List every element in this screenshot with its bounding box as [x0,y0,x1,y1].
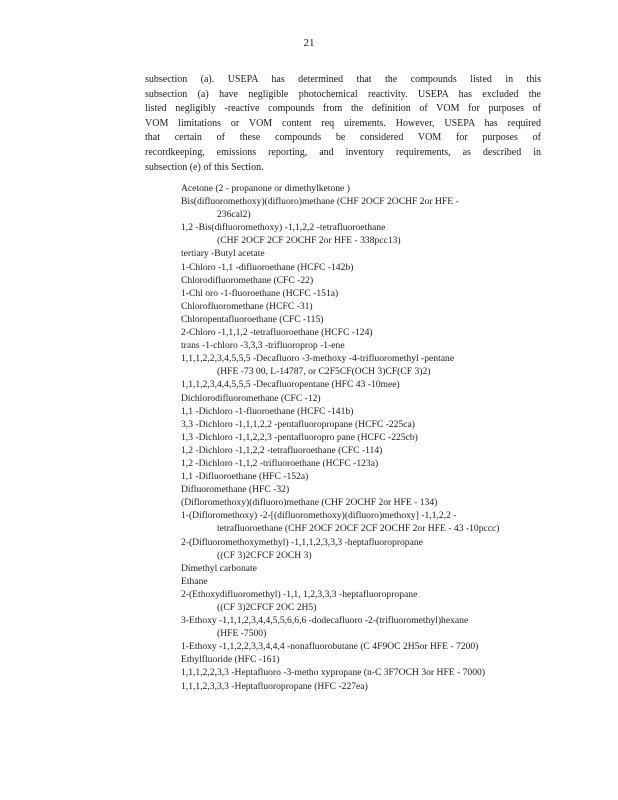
intro-line: VOM limitations or VOM content req uirements. However, USEPA has required [145,117,541,129]
compound-entry [181,352,541,378]
intro-line: that certain of these compounds be considered VOM for purposes of [145,132,541,144]
compound-entry [181,195,541,221]
compound-name: 1,1,1,2,3,3,3 -Heptafluoropropane (HFC -227ea) [181,680,368,692]
compound-entry [181,575,541,588]
compound-name: 1,1,1,2,2,3,4,5,5,5 -Decafluoro -3-methoxy -4-trifluoromethyl -pentane [181,353,455,365]
compound-name: 1-Chloro -1,1 -difluoroethane (HCFC -142b) [181,261,354,273]
compound-name: 1,1 -Dichloro -1-fluoroethane (HCFC -141b) [181,405,354,417]
compound-name: 1,2 -Bis(difluoromethoxy) -1,1,2,2 -tetrafluoroethane [181,222,386,234]
intro-line: subsection (a) have negligible photochemical reactivity. USEPA has excluded the [145,88,541,100]
compound-entry [181,378,541,391]
compound-entry [181,313,541,326]
compound-entry [181,182,541,195]
compound-entry [181,614,541,640]
compound-name: 2-Chloro -1,1,1,2 -tetrafluoroethane (HCFC -124) [181,327,373,339]
intro-line: subsection (a). USEPA has determined that the compounds listed in this [145,74,541,85]
compound-name: 1,1 -Difluoroethane (HFC -152a) [181,471,309,483]
compound-name: trans -1-chloro -3,3,3 -trifluoroprop -1-ene [181,340,345,352]
compound-name: 3-Ethoxy -1,1,1,2,3,4,4,5,5,6,6,6 -dodecafluoro -2-(trifluoromethyl)hexane [181,615,469,627]
compound-name: 3,3 -Dichloro -1,1,1,2,2 -pentafluoropropane (HCFC -225ca) [181,418,415,430]
compound-entry [181,653,541,666]
compound-name: 1-Chl oro -1-fluoroethane (HCFC -151a) [181,287,339,299]
compound-entry [181,457,541,470]
compound-entry [181,405,541,418]
compound-entry [181,261,541,274]
intro-line: subsection (e) of this Section. [145,161,264,173]
compound-entry [181,509,541,535]
compound-entry [181,483,541,496]
compound-continuation: tetrafluoroethane (CHF 2OCF 2OCF 2CF 2OCHF 2or HFE - 43 -10pccc) [217,523,500,535]
page-number: 21 [303,37,315,49]
compound-name: (Difloromethoxy)(difluoro)methane (CHF 2OCHF 2or HFE - 134) [181,497,438,509]
compound-name: 1,1,1,2,2,3,3 -Heptafluoro -3-metho xypropane (n-C 3F7OCH 3or HFE - 7000) [181,667,486,679]
compound-name: tertiary -Butyl acetate [181,248,265,260]
compound-name: Dichlorodifluoromethane (CFC -12) [181,392,321,404]
compound-continuation: ((CF 3)2CFCF 2OCH 3) [217,549,312,561]
compound-name: Difluoromethane (HFC -32) [181,484,290,496]
compound-entry [181,470,541,483]
compound-entry [181,588,541,614]
compound-name: Chlorofluoromethane (HCFC -31) [181,300,313,312]
compound-entry [181,300,541,313]
compound-name: Dimethyl carbonate [181,562,257,574]
compound-entry [181,444,541,457]
compound-entry [181,339,541,352]
compound-entry [181,221,541,247]
compound-entry [181,666,541,679]
compound-name: 2-(Ethoxydifluoromethyl) -1,1, 1,2,3,3,3 -heptafluoropropane [181,588,418,600]
compound-name: 2-(Difluoromethoxymethyl) -1,1,1,2,3,3,3 -heptafluoropropane [181,536,423,548]
compound-name: 1,2 -Dichloro -1,1,2 -trifluoroethane (HCFC -123a) [181,457,379,469]
intro-paragraph [145,73,541,175]
compound-name: Acetone (2 - propanone or dimethylketone ) [181,183,350,194]
compound-continuation: (HFE -7500) [217,628,267,640]
compound-name: 1,2 -Dichloro -1,1,2,2 -tetrafluoroethane (CFC -114) [181,444,383,456]
compound-entry [181,680,541,693]
compound-continuation: (HFE -73 00, L-14787, or C2F5CF(OCH 3)CF(CF 3)2) [217,366,431,378]
compound-continuation: (CHF 2OCF 2CF 2OCHF 2or HFE - 338pcc13) [217,235,401,247]
compound-continuation: ((CF 3)2CFCF 2OC 2H5) [217,602,317,613]
compound-name: Chlorodifluoromethane (CFC -22) [181,274,314,286]
compound-entry [181,326,541,339]
compound-entry [181,392,541,405]
compound-entry [181,562,541,575]
intro-line: recordkeeping, emissions reporting, and inventory requirements, as described in [145,146,541,158]
compound-name: 1-Ethoxy -1,1,2,2,3,3,4,4,4 -nonafluorobutane (C 4F9OC 2H5or HFE - 7200) [181,641,479,653]
compound-entry [181,496,541,509]
compound-entry [181,536,541,562]
compound-name: Bis(difluoromethoxy)(difluoro)methane (CHF 2OCF 2OCHF 2or HFE - [181,196,459,208]
compound-name: 1,1,1,2,3,4,4,5,5,5 -Decafluoropentane (HFC 43 -10mee) [181,379,400,391]
intro-line: listed negligibly -reactive compounds from the definition of VOM for purposes of [145,103,541,115]
compound-name: Chloropentafluoroethane (CFC -115) [181,313,324,325]
compound-name: 1,3 -Dichloro -1,1,2,2,3 -pentafluoropro pane (HCFC -225cb) [181,431,418,443]
compound-name: Ethane [181,575,208,587]
compound-name: Ethylfluoride (HFC -161) [181,654,280,666]
compound-continuation: 236cal2) [217,209,251,221]
compound-entry [181,287,541,300]
compound-entry [181,418,541,431]
compound-list [181,182,541,693]
compound-name: 1-(Difloromethoxy) -2-[(difluoromethoxy)(difluoro)methoxy] -1,1,2,2 - [181,510,457,522]
compound-entry [181,247,541,260]
compound-entry [181,640,541,653]
compound-entry [181,274,541,287]
compound-entry [181,431,541,444]
